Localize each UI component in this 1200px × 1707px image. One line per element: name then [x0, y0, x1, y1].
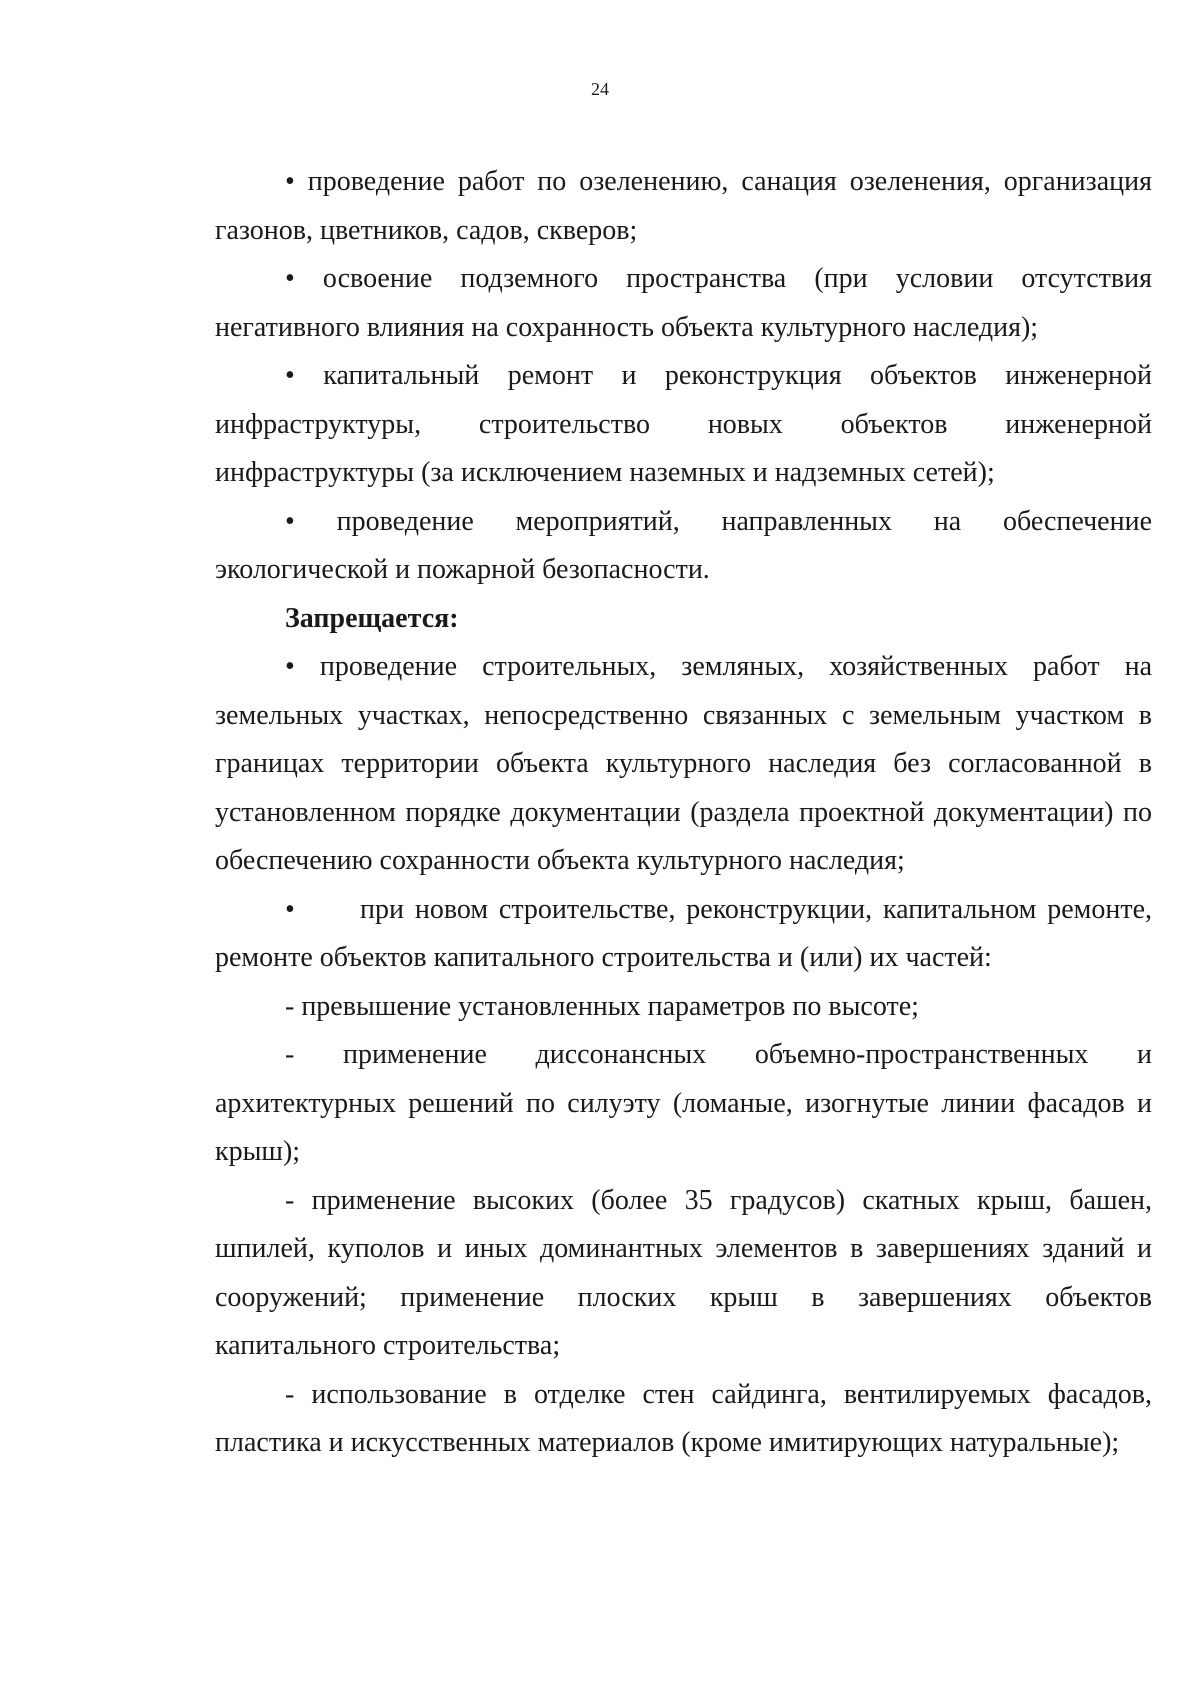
- bullet-icon: •: [285, 166, 295, 197]
- paragraph-construction-works: [215, 643, 1152, 886]
- paragraph-text: проведение строительных, земляных, хозяйственных работ на земельных участках, непосредственно связанных с земельным участком в границах территории объекта культурного наследия без согласованной в установленном порядке документации (раздела проектной документации) по обеспечению сохранности объекта культурного наследия;: [215, 651, 1153, 876]
- paragraph-text: проведение работ по озеленению, санация озеленения, организация газонов, цветников, садов, скверов;: [215, 166, 1152, 246]
- sub-item-dissonant-solutions: - применение диссонансных объемно-пространственных и архитектурных решений по силуэту (ломаные, изогнутые линии фасадов и крыш);: [215, 1039, 1152, 1167]
- bullet-icon: •: [285, 360, 295, 391]
- bullet-icon: •: [285, 505, 295, 537]
- paragraph-text: проведение мероприятий, направленных на обеспечение экологической и пожарной безопасности.: [215, 505, 1153, 585]
- bullet-icon: •: [285, 263, 295, 294]
- paragraph-infrastructure: [215, 352, 1152, 498]
- paragraph-text: при новом строительстве, реконструкции, капитальном ремонте, ремонте объектов капитального строительства и (или) их частей:: [215, 893, 1152, 973]
- bullet-icon: •: [285, 651, 295, 682]
- paragraph-text: освоение подземного пространства (при условии отсутствия негативного влияния на сохранность объекта культурного наследия);: [215, 263, 1153, 343]
- paragraph-underground-space: [215, 255, 1152, 352]
- paragraph-greening: [215, 158, 1152, 255]
- page-number: 24: [591, 79, 609, 99]
- section-heading: Запрещается:: [285, 602, 459, 634]
- paragraph-safety: [215, 498, 1152, 595]
- sub-item-wall-finishing: - использование в отделке стен сайдинга, вентилируемых фасадов, пластика и искусственных материалов (кроме имитирующих натуральные);: [215, 1378, 1152, 1458]
- document-body: [215, 158, 1152, 1468]
- paragraph-new-construction: [215, 886, 1152, 983]
- sub-item-height: - превышение установленных параметров по высоте;: [285, 990, 919, 1022]
- paragraph-text: капитальный ремонт и реконструкция объектов инженерной инфраструктуры, строительство новых объектов инженерной инфраструктуры (за исключением наземных и надземных сетей);: [215, 360, 1153, 488]
- sub-item-high-roofs: - применение высоких (более 35 градусов) скатных крыш, башен, шпилей, куполов и иных доминантных элементов в завершениях зданий и сооружений; применение плоских крыш в завершениях объектов капитального строительства;: [215, 1184, 1152, 1361]
- bullet-icon: •: [285, 893, 295, 925]
